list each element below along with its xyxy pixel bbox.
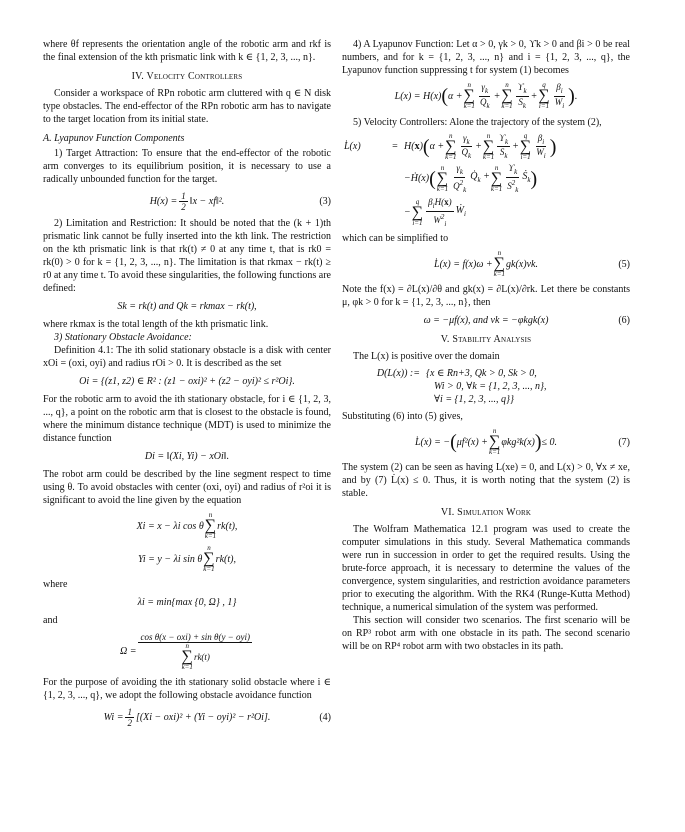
gamma-over-q-fraction: $\frac{\gamma_k}{Q_k}$ <box>479 82 490 110</box>
sum-k1-n-symbol: n ∑ k=1 <box>436 163 449 193</box>
scenarios-paragraph: This section will consider two scenarios. The first scenario will be on RP³ robot arm with one obstacle in its path. The second scenario will be on RP⁴ robot arm with two obstacles in its path. <box>342 615 630 653</box>
beta-over-w-fraction: $\frac{\beta_i}{W_i}$ <box>554 82 565 110</box>
equation-4 <box>43 707 331 728</box>
equation-5 <box>342 250 630 278</box>
lyapunov-lhs: L(x) = H(x) <box>394 90 442 102</box>
definition-4-1: Definition 4.1: The ith solid stationary obstacle is a disk with center xOi = (oxi, oyi) and radius rOi > 0. It is described as the set <box>43 345 331 369</box>
sum-i1-q-symbol: q ∑ i=1 <box>519 131 532 161</box>
section-iv-title: IV. Velocity Controllers <box>131 71 243 82</box>
lambda-equation: λi = min{max {0, Ω} , 1} <box>137 597 237 608</box>
close-paren: ) <box>568 85 575 108</box>
eq7-end: ≤ 0. <box>541 436 558 448</box>
sum-i1-q-symbol: q ∑ i=1 <box>411 197 424 227</box>
sum-k1-n-symbol: n ∑ k=1 <box>488 427 501 457</box>
section-vi-title: VI. Simulation Work <box>440 507 532 519</box>
eq7-mid: μf²(x) + <box>456 436 488 448</box>
obstacle-set-eq: Oi = {(z1, z2) ∈ R² : (z1 − oxi)² + (z2 − oyi)² ≤ r²Oi}. <box>79 376 295 387</box>
eq6-number: (6) <box>618 315 630 327</box>
upsilon-over-s-fraction: $\frac{ϒ_k}{S_k}$ <box>517 82 527 110</box>
eq6-body: ω = −μf(x), and vk = −φkgk(x) <box>423 315 549 327</box>
eq3-rhs: ‖x − xf‖². <box>189 196 225 207</box>
velocity-controllers-paragraph: 5) Velocity Controllers: Alone the trajectory of the system (2), <box>353 116 602 128</box>
omega-numerator: cos θ(x − oxi) + sin θ(y − oyi) <box>140 632 250 642</box>
eq4-number: (4) <box>319 712 331 723</box>
ldot-derivation: L̇(x) = H(x) ( α + n ∑ k=1 $\frac{\gamma_k}{Q_k}$ + n ∑ k=1 $\frac{ϒ_k}{S_k}$ + q ∑ i=1 $\frac{\beta_i}{W_i}$ ) −Ḣ(x) ( n ∑ k=1 $\frac{\gamma_k}{Q^2_k}$ $Q̇_k$ + n ∑ k=1 $\frac{ϒ_k}{S^2_k}$ Ṡ$_k$ ) − q ∑ i=1 $\frac{\beta_iH(x)}{W^2_i}$ Ẇ$_i$ <box>344 131 557 228</box>
sum-k1-n-symbol: n ∑ k=1 <box>204 511 217 540</box>
sum-k1-n-symbol: n ∑ k=1 <box>482 131 495 161</box>
limitation-paragraph: 2) Limitation and Restriction: It should be noted that the (k + 1)th prismatic link cannot be fully inserted into the kth link. The restriction on the kth prismatic link is that rk(t) ≠ 0 at any time t, that is rk0 = rk(0) > 0 for k = {1, 2, 3, ..., n}. The limitation is that rkmax − rk(t) ≥ r0 at any time t. To avoid these singularities, the following functions are defined: <box>43 218 331 294</box>
eq5-rhs: gk(x)vk. <box>506 258 538 270</box>
xi-equation <box>43 512 331 540</box>
domain-definition <box>342 367 630 406</box>
eq5-number: (5) <box>618 258 630 270</box>
avoidance-paragraph: For the purpose of avoiding the ith stationary solid obstacle where i ∈ {1, 2, 3, ..., q}, we adopt the following obstacle avoidance function <box>43 677 331 701</box>
section-iv-paragraph: Consider a workspace of RPn robotic arm cluttered with q ∈ N disk type obstacles. The end-effector of the RPn robotic arm has to navigate to the target location from its initial state. <box>43 88 331 125</box>
distance-eq: Di = ‖(Xi, Yi) − xOi‖. <box>144 451 230 462</box>
mdt-paragraph: For the robotic arm to avoid the ith stationary obstacle, for i ∈ {1, 2, 3, ..., q}, a point on the robotic arm that is closest to the obstacle is found, where the minimum distance technique (MDT) is used to minimize the distance function <box>43 394 331 444</box>
equation-3 <box>43 191 331 212</box>
eq4-half: $\frac{1}{2}$ <box>127 707 132 728</box>
right-column <box>342 38 630 653</box>
eq3-half: $\frac{1}{2}$ <box>181 191 186 212</box>
sum-i1-q-symbol: q ∑ i=1 <box>538 81 550 111</box>
domain-line-2: Wi > 0, ∀k = {1, 2, 3, ..., n}, <box>434 381 547 393</box>
xi-lhs: Xi = x − λi cos θ <box>136 520 204 532</box>
eq7-lhs: L̇(x) = − <box>414 436 451 448</box>
stationary-obstacle-title: 3) Stationary Obstacle Avoidance: <box>54 332 192 343</box>
sum-k1-n-symbol: n ∑ k=1 <box>501 81 513 111</box>
lyapunov-function-paragraph: 4) A Lyapunov Function: Let α > 0, γk > 0, ϒk > 0 and βi > 0 be real numbers, and for k = {1, 2, 3, ..., n} and i = {1, 2, 3, ..., q}, the Lyapunov function suppressing t for system (1) becomes <box>342 39 630 76</box>
and-label: and <box>43 615 58 626</box>
sum-k1-n-symbol: n ∑ k=1 <box>203 544 215 573</box>
eq3-number: (3) <box>319 196 331 207</box>
omega-lhs: Ω = <box>119 646 137 657</box>
eq5-lhs: L̇(x) = f(x)ω + <box>434 258 493 270</box>
xi-rhs: rk(t), <box>217 520 238 532</box>
omega-fraction <box>138 632 252 671</box>
simplified-label: which can be simplified to <box>342 233 449 245</box>
eq7-rhs: φkg²k(x) <box>501 436 535 448</box>
yi-lhs: Yi = y − λi sin θ <box>138 553 203 565</box>
sum-k1-n-symbol: n ∑ k=1 <box>463 81 475 111</box>
intro-paragraph: where θf represents the orientation angle of the robotic arm and rkf is the final extension of the kth prismatic link with k ∈ {1, 2, 3, ..., n}. <box>43 39 331 63</box>
sum-k1-n-symbol: n ∑ k=1 <box>493 249 506 279</box>
where-rkmax: where rkmax is the total length of the kth prismatic link. <box>43 319 269 330</box>
omega-denominator: n ∑ k=1 rk(t) <box>181 642 210 671</box>
hdot-term: −Ḣ(x) <box>404 173 430 185</box>
line-segment-paragraph: The robot arm could be described by the line segment respect to time using θ. To avoid obstacles with center (oxi, oyi) and radius of r²oi it is significant to avoid the line given by the equation <box>43 469 331 506</box>
section-v-title: V. Stability Analysis <box>440 334 532 346</box>
ldot-lhs: L̇(x) <box>344 141 361 153</box>
sum-k1-n-symbol: n ∑ k=1 <box>445 131 457 161</box>
sum-k1-n-symbol: n ∑ k=1 <box>490 163 503 193</box>
subsection-a-title: A. Lyapunov Function Components <box>43 133 185 144</box>
equation-7: L̇(x) = − ( μf²(x) + n ∑ k=1 φkg²k(x) ) ≤ 0. (7) <box>414 427 630 457</box>
yi-rhs: rk(t), <box>215 553 236 565</box>
target-attraction-paragraph: 1) Target Attraction: To ensure that the end-effector of the robotic arm converges to its equilibrium position, it is necessary to use a radically unbounded function for the target. <box>43 148 331 185</box>
wi-rhs: [(Xi − oxi)² + (Yi − oyi)² − r²Oi]. <box>135 712 271 723</box>
simulation-paragraph: The Wolfram Mathematica 12.1 program was used to create the computer simulations in this study. Several Mathematica commands were run in succession in order to get the required results. Using the brute-force approach, it is necessary to determine the values of the convergence, system singularities, and restriction avoidance parameters prior to executing the algorithm. With the RK4 (Runge-Kutta Method) technique, a numerical simulation of the system was performed. <box>342 524 630 614</box>
eq7-number: (7) <box>618 436 630 448</box>
where-label: where <box>43 579 68 590</box>
stability-paragraph: The system (2) can be seen as having L(xe) = 0, and L(x) > 0, ∀x ≠ xe, and by (7) L̇(x) ≤ 0. Thus, it is worth noting that the system (2) is stable. <box>342 462 630 500</box>
domain-lhs: D(L(x)) := <box>376 368 420 380</box>
eq-sign: = <box>392 141 398 153</box>
sum-k1-n-symbol: n ∑ k=1 <box>181 642 193 671</box>
sk-qk-definition: Sk = rk(t) and Qk = rkmax − rk(t), <box>117 301 257 312</box>
omega-equation <box>43 632 331 671</box>
domain-line-1: {x ∈ Rn+3, Qk > 0, Sk > 0, <box>426 368 537 380</box>
note-paragraph: Note the f(x) = ∂L(x)/∂θ and gk(x) = ∂L(x)/∂rk. Let there be constants μ, φk > 0 for k = {1, 2, 3, ..., n}, then <box>342 284 630 309</box>
left-column <box>43 38 331 733</box>
substituting-label: Substituting (6) into (5) gives, <box>342 411 463 423</box>
lyapunov-equation: L(x) = H(x) ( α + n ∑ k=1 $\frac{\gamma_k}{Q_k}$ + n ∑ k=1 $\frac{ϒ_k}{S_k}$ + q ∑ i=1 $\frac{\beta_i}{W_i}$ ) . <box>394 81 578 111</box>
wi-lhs: Wi = <box>103 712 124 723</box>
yi-equation <box>43 545 331 573</box>
open-paren: ( <box>441 85 449 108</box>
equation-6 <box>342 314 630 327</box>
positive-domain-paragraph: The L(x) is positive over the domain <box>353 351 500 363</box>
eq3-lhs: H(x) = <box>149 196 178 207</box>
domain-line-3: ∀i = {1, 2, 3, ..., q}} <box>434 394 515 406</box>
